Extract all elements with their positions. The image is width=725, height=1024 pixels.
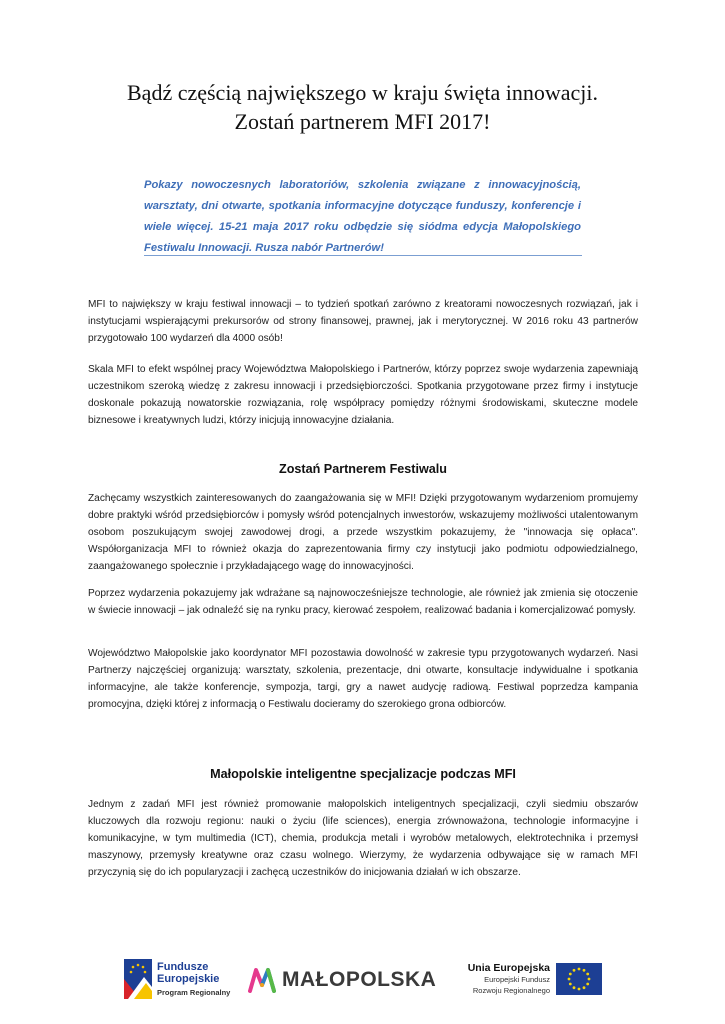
fundusze-europejskie-logo — [124, 959, 244, 1003]
lead-divider — [144, 255, 582, 256]
section-heading-partner: Zostań Partnerem Festiwalu — [279, 462, 447, 476]
fe-line-2: Europejskie — [157, 973, 220, 985]
footer-logos — [0, 955, 725, 1005]
partner-paragraph-1: Zachęcamy wszystkich zainteresowanych do zaangażowania się w MFI! Dzięki przygotowanym wydarzeniom promujemy dobre praktyki wśród przedsiębiorców i pomysły wśród potencjalnych inwestorów, wskazujemy możliwości utalentowanym osobom poszukującym swojej zawodowej drogi, a przede wszystkim pokazujemy, że "innowacja się opłaca". Współorganizacja MFI to również okazja do zaprezentowania firmy czy instytucji jako podmiotu odpowiedzialnego, zaangażowanego społecznie i przykładającego wagę do innowacyjności. — [88, 493, 638, 572]
intro-paragraph-1: MFI to największy w kraju festiwal innowacji – to tydzień spotkań zarówno z kreatorami nowoczesnych rozwiązań, jak i instytucjami wspierającymi prekursorów od strony finansowej, prawnej, jak i merytorycznej. W 2016 roku 43 partnerów przygotowało 100 wydarzeń dla 4000 osób! — [88, 299, 638, 344]
fe-line-3: Program Regionalny — [157, 988, 231, 997]
title-line-2: Zostań partnerem MFI 2017! — [234, 109, 491, 134]
section-heading-specializations: Małopolskie inteligentne specjalizacje podczas MFI — [210, 767, 516, 781]
page-title — [60, 78, 665, 136]
intro-paragraph-2: Skala MFI to efekt wspólnej pracy Województwa Małopolskiego i Partnerów, którzy poprzez swoje wydarzenia zapewniają uczestnikom szeroką wiedzę z zakresu innowacji i przedsiębiorczości. Spotkania przygotowane przez firmy i instytucje doskonale pokazują nowatorskie rozwiązania, rolę współpracy pomiędzy różnymi środowiskami, skuteczne modele biznesowe i kreatywnych ludzi, którzy inicjują innowacyjne działania. — [88, 364, 638, 426]
fe-line-1: Fundusze — [157, 961, 209, 973]
specializations-paragraph: Jednym z zadań MFI jest również promowanie małopolskich inteligentnych specjalizacji, czyli siedmiu obszarów kluczowych dla rozwoju regionu: nauki o życiu (life sciences), energia zrównoważona, technologie informacyjne i komunikacyjne, w tym multimedia (ICT), chemia, produkcja metali i wyrobów metalowych, elektrotechnika i przemysł maszynowy, przemysły kreatywne oraz czasu wolnego. Wierzymy, że wydarzenia odbywające się w ramach MFI przyczynią się do ich popularyzacji i zachęcą uczestników do inicjowania działań w ich obszarze. — [88, 799, 638, 878]
malopolska-wordmark: MAŁOPOLSKA — [282, 968, 437, 991]
eu-flag-icon — [556, 963, 602, 995]
malopolska-m-icon — [248, 967, 276, 993]
malopolska-logo — [248, 967, 438, 997]
fundusze-europejskie-icon — [124, 959, 152, 999]
title-line-1: Bądź częścią największego w kraju święta innowacji. — [127, 80, 598, 105]
ue-line-1: Unia Europejska — [467, 962, 550, 974]
partner-paragraph-2: Poprzez wydarzenia pokazujemy jak wdrażane są najnowocześniejsze technologie, ale również jak zmienia się otoczenie w świecie innowacji – jak odnaleźć się na rynku pracy, kierować zespołem, realizować badania i komercjalizować pomysły. — [88, 588, 638, 616]
ue-line-2: Europejski Fundusz — [484, 975, 550, 984]
lead-paragraph: Pokazy nowoczesnych laboratoriów, szkolenia związane z innowacyjnością, warsztaty, dni otwarte, spotkania informacyjne dotyczące funduszy, konferencje i wiele więcej. 15-21 maja 2017 roku odbędzie się siódma edycja Małopolskiego Festiwalu Innowacji. Rusza nabór Partnerów! — [144, 179, 581, 254]
unia-europejska-logo — [460, 961, 610, 1005]
ue-line-3: Rozwoju Regionalnego — [472, 986, 550, 995]
partner-paragraph-3: Województwo Małopolskie jako koordynator MFI pozostawia dowolność w zakresie typu przygotowanych wydarzeń. Nasi Partnerzy najczęściej organizują: warsztaty, szkolenia, prezentacje, dni otwarte, konsultacje indywidualne i spotkania informacyjne, ale także konferencje, sympozja, targi, gry a nawet audycję radiową. Festiwal poprzedza kampania promocyjna, dzięki której z informacją o Festiwalu docieramy do szerokiego grona odbiorców. — [88, 648, 638, 710]
